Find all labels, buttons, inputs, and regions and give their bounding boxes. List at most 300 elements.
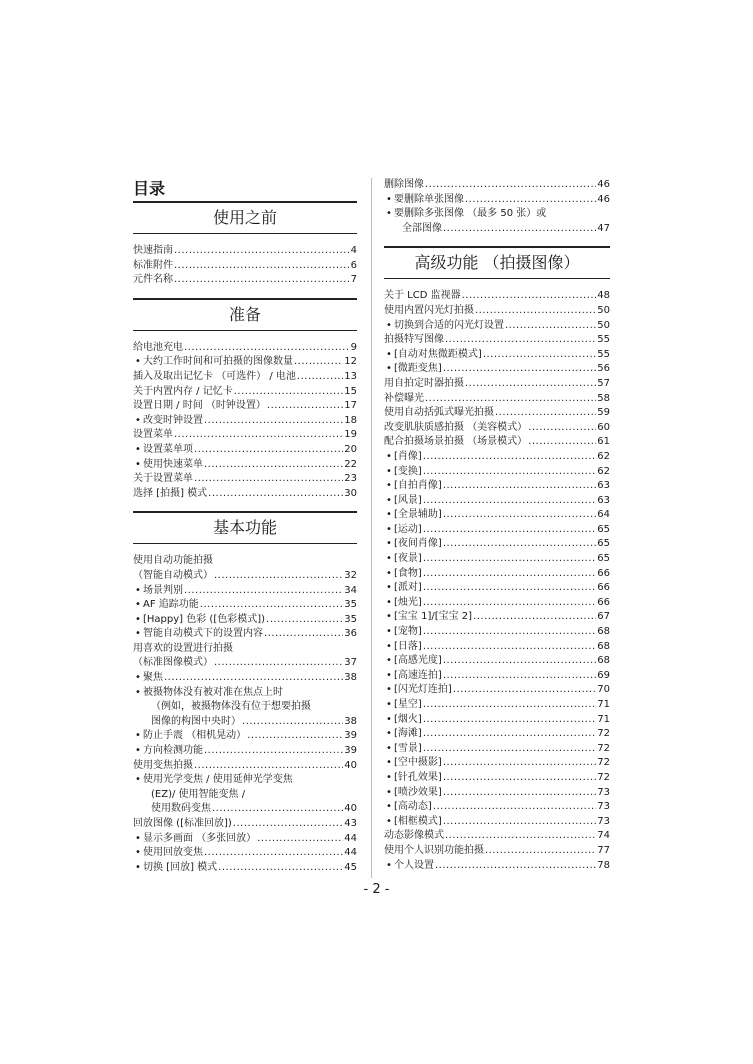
toc-entry[interactable] <box>133 584 357 599</box>
toc-entry-title: • [烛光] <box>384 596 422 611</box>
toc-entry[interactable] <box>384 406 610 421</box>
toc-entry-page: 59 <box>597 407 610 419</box>
toc-entry-page: 66 <box>597 582 610 594</box>
toc-entry-page: 71 <box>597 699 610 710</box>
toc-left-column <box>133 178 357 881</box>
toc-entry-page: 30 <box>344 487 357 499</box>
dot-leader <box>528 421 596 436</box>
toc-entry-page: 67 <box>597 611 610 623</box>
dot-leader <box>242 715 343 730</box>
dot-leader <box>234 385 344 400</box>
toc-entry-title: 关于内置内存 / 记忆卡 <box>133 385 233 397</box>
toc-entry[interactable] <box>384 304 610 319</box>
toc-entry-title: • [食物] <box>384 567 422 582</box>
toc-entry-title: • 场景判别 <box>133 584 183 599</box>
toc-entry-page: 36 <box>344 628 357 640</box>
toc-entry[interactable] <box>133 385 357 400</box>
dot-leader <box>443 479 596 494</box>
dot-leader <box>297 370 343 385</box>
toc-entry-title: • [烟火] <box>384 713 422 728</box>
toc-entry-page: 72 <box>597 757 610 769</box>
toc-entry-title: 元件名称 <box>133 274 173 286</box>
toc-entry-page: 44 <box>344 832 357 844</box>
toc-entry-title: • 改变时钟设置 <box>133 414 203 429</box>
toc-entry-page: 62 <box>597 465 610 477</box>
toc-entry-page: 39 <box>344 745 357 757</box>
toc-entry-page: 72 <box>597 728 610 740</box>
toc-entry-title: • [高动态] <box>384 800 432 815</box>
section-header <box>133 511 357 544</box>
dot-leader <box>174 428 343 443</box>
toc-entry-page: 48 <box>597 290 610 302</box>
toc-entry-title: 配合拍摄场景拍摄 （场景模式） <box>384 436 528 448</box>
toc-entry[interactable] <box>133 370 357 385</box>
toc-entry-title: • [闪光灯连拍] <box>384 683 452 698</box>
toc-entry-page: 6 <box>350 259 357 271</box>
toc-entry[interactable] <box>384 756 610 771</box>
toc-entry[interactable] <box>384 610 610 625</box>
toc-entry-title: • [风景] <box>384 494 422 509</box>
dot-leader <box>425 392 596 407</box>
section-title: 准备 <box>228 304 261 324</box>
toc-entry-title: （智能自动模式） <box>133 569 213 581</box>
toc-entry-title: 使用内置闪光灯拍摄 <box>384 304 474 316</box>
toc-entry-title: 使用自动括弧式曝光拍摄 <box>384 407 494 419</box>
section-header <box>384 246 610 279</box>
section-title: 高级功能 （拍摄图像） <box>414 253 580 273</box>
toc-entry-page: 63 <box>597 480 610 492</box>
toc-entry-page: 22 <box>344 458 357 470</box>
left-sections <box>133 201 357 875</box>
dot-leader <box>423 698 596 713</box>
toc-entry-title: • [喷沙效果] <box>384 786 442 801</box>
toc-entry-page: 77 <box>597 844 610 856</box>
section-rule-bottom <box>133 233 357 234</box>
dot-leader <box>483 348 596 363</box>
toc-entry[interactable] <box>133 428 357 443</box>
right-top-entries <box>384 178 610 236</box>
toc-entry-title: • AF 追踪功能 <box>133 598 199 613</box>
dot-leader <box>445 829 596 844</box>
toc-entry[interactable] <box>384 537 610 552</box>
toc-entry[interactable] <box>133 273 357 288</box>
toc-entry-title: 使用个人识别功能拍摄 <box>384 844 484 856</box>
dot-leader <box>423 567 596 582</box>
toc-entry-title: 插入及取出记忆卡 （可选件） / 电池 <box>133 370 296 382</box>
section-entries <box>133 554 357 875</box>
toc-entry[interactable] <box>133 443 357 458</box>
toc-entry-title: 用自拍定时器拍摄 <box>384 377 464 389</box>
toc-entry[interactable] <box>133 341 357 356</box>
dot-leader <box>247 729 343 744</box>
dot-leader <box>443 508 596 523</box>
toc-entry-page: 50 <box>597 304 610 316</box>
toc-entry-title: 改变肌肤质感拍摄 （美容模式） <box>384 421 528 433</box>
toc-entry-title: • [日落] <box>384 640 422 655</box>
section-header <box>133 298 357 331</box>
toc-entry-page: 50 <box>597 319 610 331</box>
toc-entry[interactable] <box>384 654 610 669</box>
section-header <box>133 201 357 234</box>
toc-entry-text: • 被摄物体没有被对准在焦点上时 <box>133 686 357 701</box>
toc-entry-page: 57 <box>597 377 610 389</box>
toc-entry-title: • 方向检测功能 <box>133 744 203 759</box>
toc-entry-page: 23 <box>344 473 357 485</box>
dot-leader <box>443 362 596 377</box>
toc-entry-page: 7 <box>350 274 357 286</box>
dot-leader <box>443 815 596 830</box>
toc-entry[interactable] <box>384 596 610 611</box>
toc-entry-title: • [夜景] <box>384 552 422 567</box>
toc-entry-title: • [微距变焦] <box>384 362 442 377</box>
toc-entry[interactable] <box>384 786 610 801</box>
section-title: 基本功能 <box>212 518 277 538</box>
toc-entry[interactable] <box>384 523 610 538</box>
toc-entry[interactable] <box>384 625 610 640</box>
dot-leader <box>443 222 596 237</box>
toc-entry-title: • 个人设置 <box>384 859 434 874</box>
toc-entry-page: 66 <box>597 567 610 579</box>
toc-entry[interactable] <box>384 494 610 509</box>
toc-entry-title: 关于设置菜单 <box>133 473 193 485</box>
toc-entry-page: 72 <box>597 771 610 783</box>
dot-leader <box>423 494 596 509</box>
dot-leader <box>423 640 596 655</box>
toc-entry-page: 40 <box>344 803 357 815</box>
toc-entry-text: • 使用光学变焦 / 使用延伸光学变焦 <box>133 773 357 788</box>
toc-entry[interactable] <box>133 671 357 686</box>
toc-entry[interactable] <box>384 377 610 392</box>
toc-entry[interactable] <box>133 487 357 502</box>
dot-leader <box>423 465 596 480</box>
toc-entry-page: 73 <box>597 786 610 798</box>
toc-entry[interactable] <box>384 713 610 728</box>
toc-entry[interactable] <box>384 683 610 698</box>
toc-entry-page: 15 <box>344 385 357 397</box>
toc-entry[interactable] <box>133 846 357 861</box>
section-title: 使用之前 <box>212 208 277 227</box>
toc-entry[interactable] <box>384 333 610 348</box>
dot-leader <box>194 472 343 487</box>
toc-entry-page: 72 <box>597 742 610 754</box>
toc-entry[interactable] <box>384 319 610 334</box>
toc-entry-text: 用喜欢的设置进行拍摄 <box>133 642 233 654</box>
toc-right-column <box>384 178 610 879</box>
toc-entry[interactable] <box>384 844 610 859</box>
toc-entry-title: • [自拍肖像] <box>384 479 442 494</box>
dot-leader <box>184 341 350 356</box>
dot-leader <box>266 613 343 628</box>
toc-entry-title: 动态影像模式 <box>384 830 444 842</box>
dot-leader <box>423 552 596 567</box>
toc-entry-title: 使用数码变焦 <box>151 803 211 815</box>
section-rule-bottom <box>133 543 357 544</box>
toc-entry[interactable] <box>133 399 357 414</box>
dot-leader <box>443 771 596 786</box>
toc-entry-page: 40 <box>344 759 357 771</box>
dot-leader <box>184 584 343 599</box>
dot-leader <box>204 414 343 429</box>
toc-entry-page: 9 <box>350 341 357 353</box>
toc-entry-page: 61 <box>597 436 610 448</box>
toc-entry-title: 标准附件 <box>133 259 173 271</box>
toc-entry-page: 78 <box>597 859 610 871</box>
toc-entry-title: • [运动] <box>384 523 422 538</box>
toc-entry-page: 18 <box>344 414 357 426</box>
toc-entry[interactable] <box>133 414 357 429</box>
toc-entry[interactable] <box>384 421 610 436</box>
dot-leader <box>443 786 596 801</box>
toc-entry-page: 20 <box>344 443 357 455</box>
toc-entry-title: • [Happy] 色彩 ([色彩模式]) <box>133 613 265 628</box>
toc-entry[interactable] <box>133 802 357 817</box>
toc-entry-text: （例如，被摄物体没有位于想要拍摄 <box>151 701 311 713</box>
toc-entry-title: • [相框模式] <box>384 815 442 830</box>
dot-leader <box>465 377 596 392</box>
toc-entry[interactable] <box>384 800 610 815</box>
toc-entry-text: 使用自动功能拍摄 <box>133 555 213 567</box>
dot-leader <box>174 259 350 274</box>
toc-entry-page: 45 <box>344 861 357 873</box>
toc-entry[interactable] <box>384 465 610 480</box>
toc-entry-title: 给电池充电 <box>133 341 183 353</box>
toc-entry-page: 64 <box>597 509 610 521</box>
page-number: - 2 - <box>363 882 390 897</box>
toc-entry-page: 13 <box>344 370 357 382</box>
toc-entry-title: • [宠物] <box>384 625 422 640</box>
dot-leader <box>174 244 350 259</box>
dot-leader <box>257 832 343 847</box>
dot-leader <box>204 744 343 759</box>
toc-entry-page: 38 <box>344 672 357 684</box>
toc-entry-title: 选择 [拍摄] 模式 <box>133 487 208 499</box>
toc-entry[interactable] <box>133 627 357 642</box>
toc-entry-title: • 使用回放变焦 <box>133 846 203 861</box>
toc-entry[interactable] <box>384 698 610 713</box>
dot-leader <box>462 289 597 304</box>
dot-leader <box>200 598 343 613</box>
dot-leader <box>443 669 596 684</box>
dot-leader <box>423 581 596 596</box>
dot-leader <box>294 355 343 370</box>
toc-entry[interactable] <box>133 715 357 730</box>
toc-entry-page: 35 <box>344 613 357 625</box>
toc-entry-page: 65 <box>597 523 610 535</box>
toc-entry[interactable] <box>384 193 610 208</box>
toc-entry-page: 70 <box>597 684 610 696</box>
dot-leader <box>423 596 596 611</box>
section-entries <box>384 289 610 873</box>
toc-entry-title: • 聚焦 <box>133 671 163 686</box>
toc-entry-title: 回放图像 ([标准回放]) <box>133 818 232 829</box>
toc-entry-page: 62 <box>597 450 610 462</box>
dot-leader <box>423 742 596 757</box>
toc-entry[interactable] <box>384 829 610 844</box>
toc-entry[interactable] <box>384 435 610 450</box>
dot-leader <box>264 627 343 642</box>
dot-leader <box>433 800 596 815</box>
toc-entry-title: • [自动对焦微距模式] <box>384 348 482 363</box>
toc-entry-title: • 大约工作时间和可拍摄的图像数量 <box>133 355 293 370</box>
toc-entry-page: 68 <box>597 640 610 652</box>
toc-entry[interactable] <box>384 567 610 582</box>
toc-entry-title: 快速指南 <box>133 245 173 256</box>
toc-entry[interactable] <box>133 729 357 744</box>
toc-entry[interactable] <box>384 815 610 830</box>
toc-entry-title: 删除图像 <box>384 179 424 190</box>
toc-entry-page: 44 <box>344 847 357 859</box>
toc-entry-page: 19 <box>344 429 357 441</box>
dot-leader <box>473 610 596 625</box>
toc-entry[interactable] <box>384 742 610 757</box>
toc-entry[interactable] <box>384 178 610 193</box>
dot-leader <box>423 727 596 742</box>
toc-entry-title: • [空中摄影] <box>384 756 442 771</box>
toc-entry-title: 图像的构图中央时） <box>151 715 241 727</box>
dot-leader <box>528 435 596 450</box>
toc-entry[interactable] <box>133 656 357 671</box>
column-divider <box>371 178 372 878</box>
dot-leader <box>218 861 343 876</box>
toc-entry-page: 4 <box>350 245 357 256</box>
toc-entry-page: 74 <box>597 830 610 842</box>
toc-entry[interactable] <box>384 450 610 465</box>
toc-entry-title: 全部图像 <box>402 222 442 234</box>
toc-entry[interactable] <box>384 508 610 523</box>
dot-leader <box>453 683 596 698</box>
toc-entry[interactable] <box>133 355 357 370</box>
dot-leader <box>435 859 596 874</box>
dot-leader <box>194 443 343 458</box>
right-sections <box>384 246 610 873</box>
toc-entry[interactable] <box>384 222 610 237</box>
toc-entry[interactable] <box>133 759 357 774</box>
toc-entry-page: 66 <box>597 596 610 608</box>
dot-leader <box>445 333 596 348</box>
toc-entry[interactable] <box>384 669 610 684</box>
toc-entry-title: • 切换到合适的闪光灯设置 <box>384 319 504 334</box>
toc-entry-title: 设置日期 / 时间 （时钟设置） <box>133 400 266 412</box>
dot-leader <box>204 458 343 473</box>
dot-leader <box>425 178 596 193</box>
toc-entry[interactable] <box>133 244 357 259</box>
dot-leader <box>495 406 596 421</box>
section-rule-bottom <box>384 278 610 279</box>
toc-entry-page: 17 <box>344 400 357 412</box>
dot-leader <box>164 671 343 686</box>
toc-entry-page: 55 <box>597 348 610 360</box>
toc-entry[interactable] <box>384 362 610 377</box>
toc-title: 目录 <box>133 179 166 198</box>
toc-entry-title: • 设置菜单项 <box>133 443 193 458</box>
toc-entry-title: • [变换] <box>384 465 422 480</box>
toc-entry[interactable] <box>384 348 610 363</box>
toc-entry[interactable] <box>384 552 610 567</box>
toc-entry[interactable] <box>384 771 610 786</box>
dot-leader <box>423 625 596 640</box>
toc-entry-title: （标准图像模式） <box>133 657 213 669</box>
toc-entry[interactable] <box>133 259 357 274</box>
toc-entry-page: 58 <box>597 392 610 404</box>
toc-entry-title: • [肖像] <box>384 450 422 465</box>
toc-entry-page: 73 <box>597 801 610 813</box>
toc-entry-page: 34 <box>344 584 357 596</box>
dot-leader <box>505 319 596 334</box>
dot-leader <box>194 759 343 774</box>
dot-leader <box>465 193 596 208</box>
toc-entry-title: • [星空] <box>384 698 422 713</box>
toc-entry[interactable] <box>133 817 357 832</box>
toc-entry[interactable] <box>133 744 357 759</box>
toc-entry-page: 71 <box>597 713 610 725</box>
toc-entry-page: 12 <box>344 356 357 368</box>
toc-entry[interactable] <box>133 861 357 876</box>
toc-entry-page: 47 <box>597 222 610 234</box>
toc-entry[interactable] <box>384 859 610 874</box>
section-entries <box>133 341 357 502</box>
toc-entry-page: 69 <box>597 669 610 681</box>
toc-entry-page: 56 <box>597 363 610 375</box>
dot-leader <box>212 802 343 817</box>
toc-entry-page: 60 <box>597 421 610 433</box>
toc-entry[interactable] <box>133 832 357 847</box>
toc-entry-text: (EZ)/ 使用智能变焦 / <box>151 788 246 800</box>
toc-entry-page: 73 <box>597 815 610 827</box>
dot-leader <box>233 817 343 832</box>
toc-entry[interactable] <box>384 581 610 596</box>
toc-entry-page: 43 <box>344 818 357 829</box>
toc-entry-title: • 防止手震 （相机晃动） <box>133 729 246 744</box>
toc-entry-title: • [派对] <box>384 581 422 596</box>
toc-entry[interactable] <box>384 640 610 655</box>
toc-entry[interactable] <box>133 598 357 613</box>
toc-entry-title: • [高速连拍] <box>384 669 442 684</box>
dot-leader <box>443 756 596 771</box>
dot-leader <box>423 713 596 728</box>
toc-entry[interactable] <box>133 569 357 584</box>
dot-leader <box>267 399 343 414</box>
toc-entry-page: 55 <box>597 334 610 346</box>
toc-entry[interactable] <box>384 392 610 407</box>
toc-entry-page: 37 <box>344 657 357 669</box>
toc-entry-title: • [夜间肖像] <box>384 537 442 552</box>
toc-entry-title: • 要删除单张图像 <box>384 193 464 208</box>
toc-entry[interactable] <box>384 479 610 494</box>
toc-entry-title: • 切换 [回放] 模式 <box>133 861 217 876</box>
toc-entry-title: • 显示多画面 （多张回放） <box>133 832 256 847</box>
dot-leader <box>423 450 596 465</box>
toc-entry[interactable] <box>384 289 610 304</box>
toc-entry-title: 设置菜单 <box>133 429 173 441</box>
toc-entry-title: • 使用快速菜单 <box>133 458 203 473</box>
toc-entry-text: • 要删除多张图像 （最多 50 张）或 <box>384 207 610 222</box>
dot-leader <box>485 844 596 859</box>
toc-entry[interactable] <box>133 472 357 487</box>
toc-entry-title: • [全景辅助] <box>384 508 442 523</box>
toc-entry[interactable] <box>133 613 357 628</box>
toc-entry[interactable] <box>384 727 610 742</box>
toc-entry-title: 补偿曝光 <box>384 392 424 404</box>
toc-entry-page: 68 <box>597 655 610 667</box>
dot-leader <box>475 304 596 319</box>
dot-leader <box>443 654 596 669</box>
toc-entry-page: 65 <box>597 553 610 565</box>
dot-leader <box>204 846 343 861</box>
toc-entry-title: • [高感光度] <box>384 654 442 669</box>
toc-entry[interactable] <box>133 458 357 473</box>
section-rule-bottom <box>133 330 357 331</box>
dot-leader <box>214 569 343 584</box>
